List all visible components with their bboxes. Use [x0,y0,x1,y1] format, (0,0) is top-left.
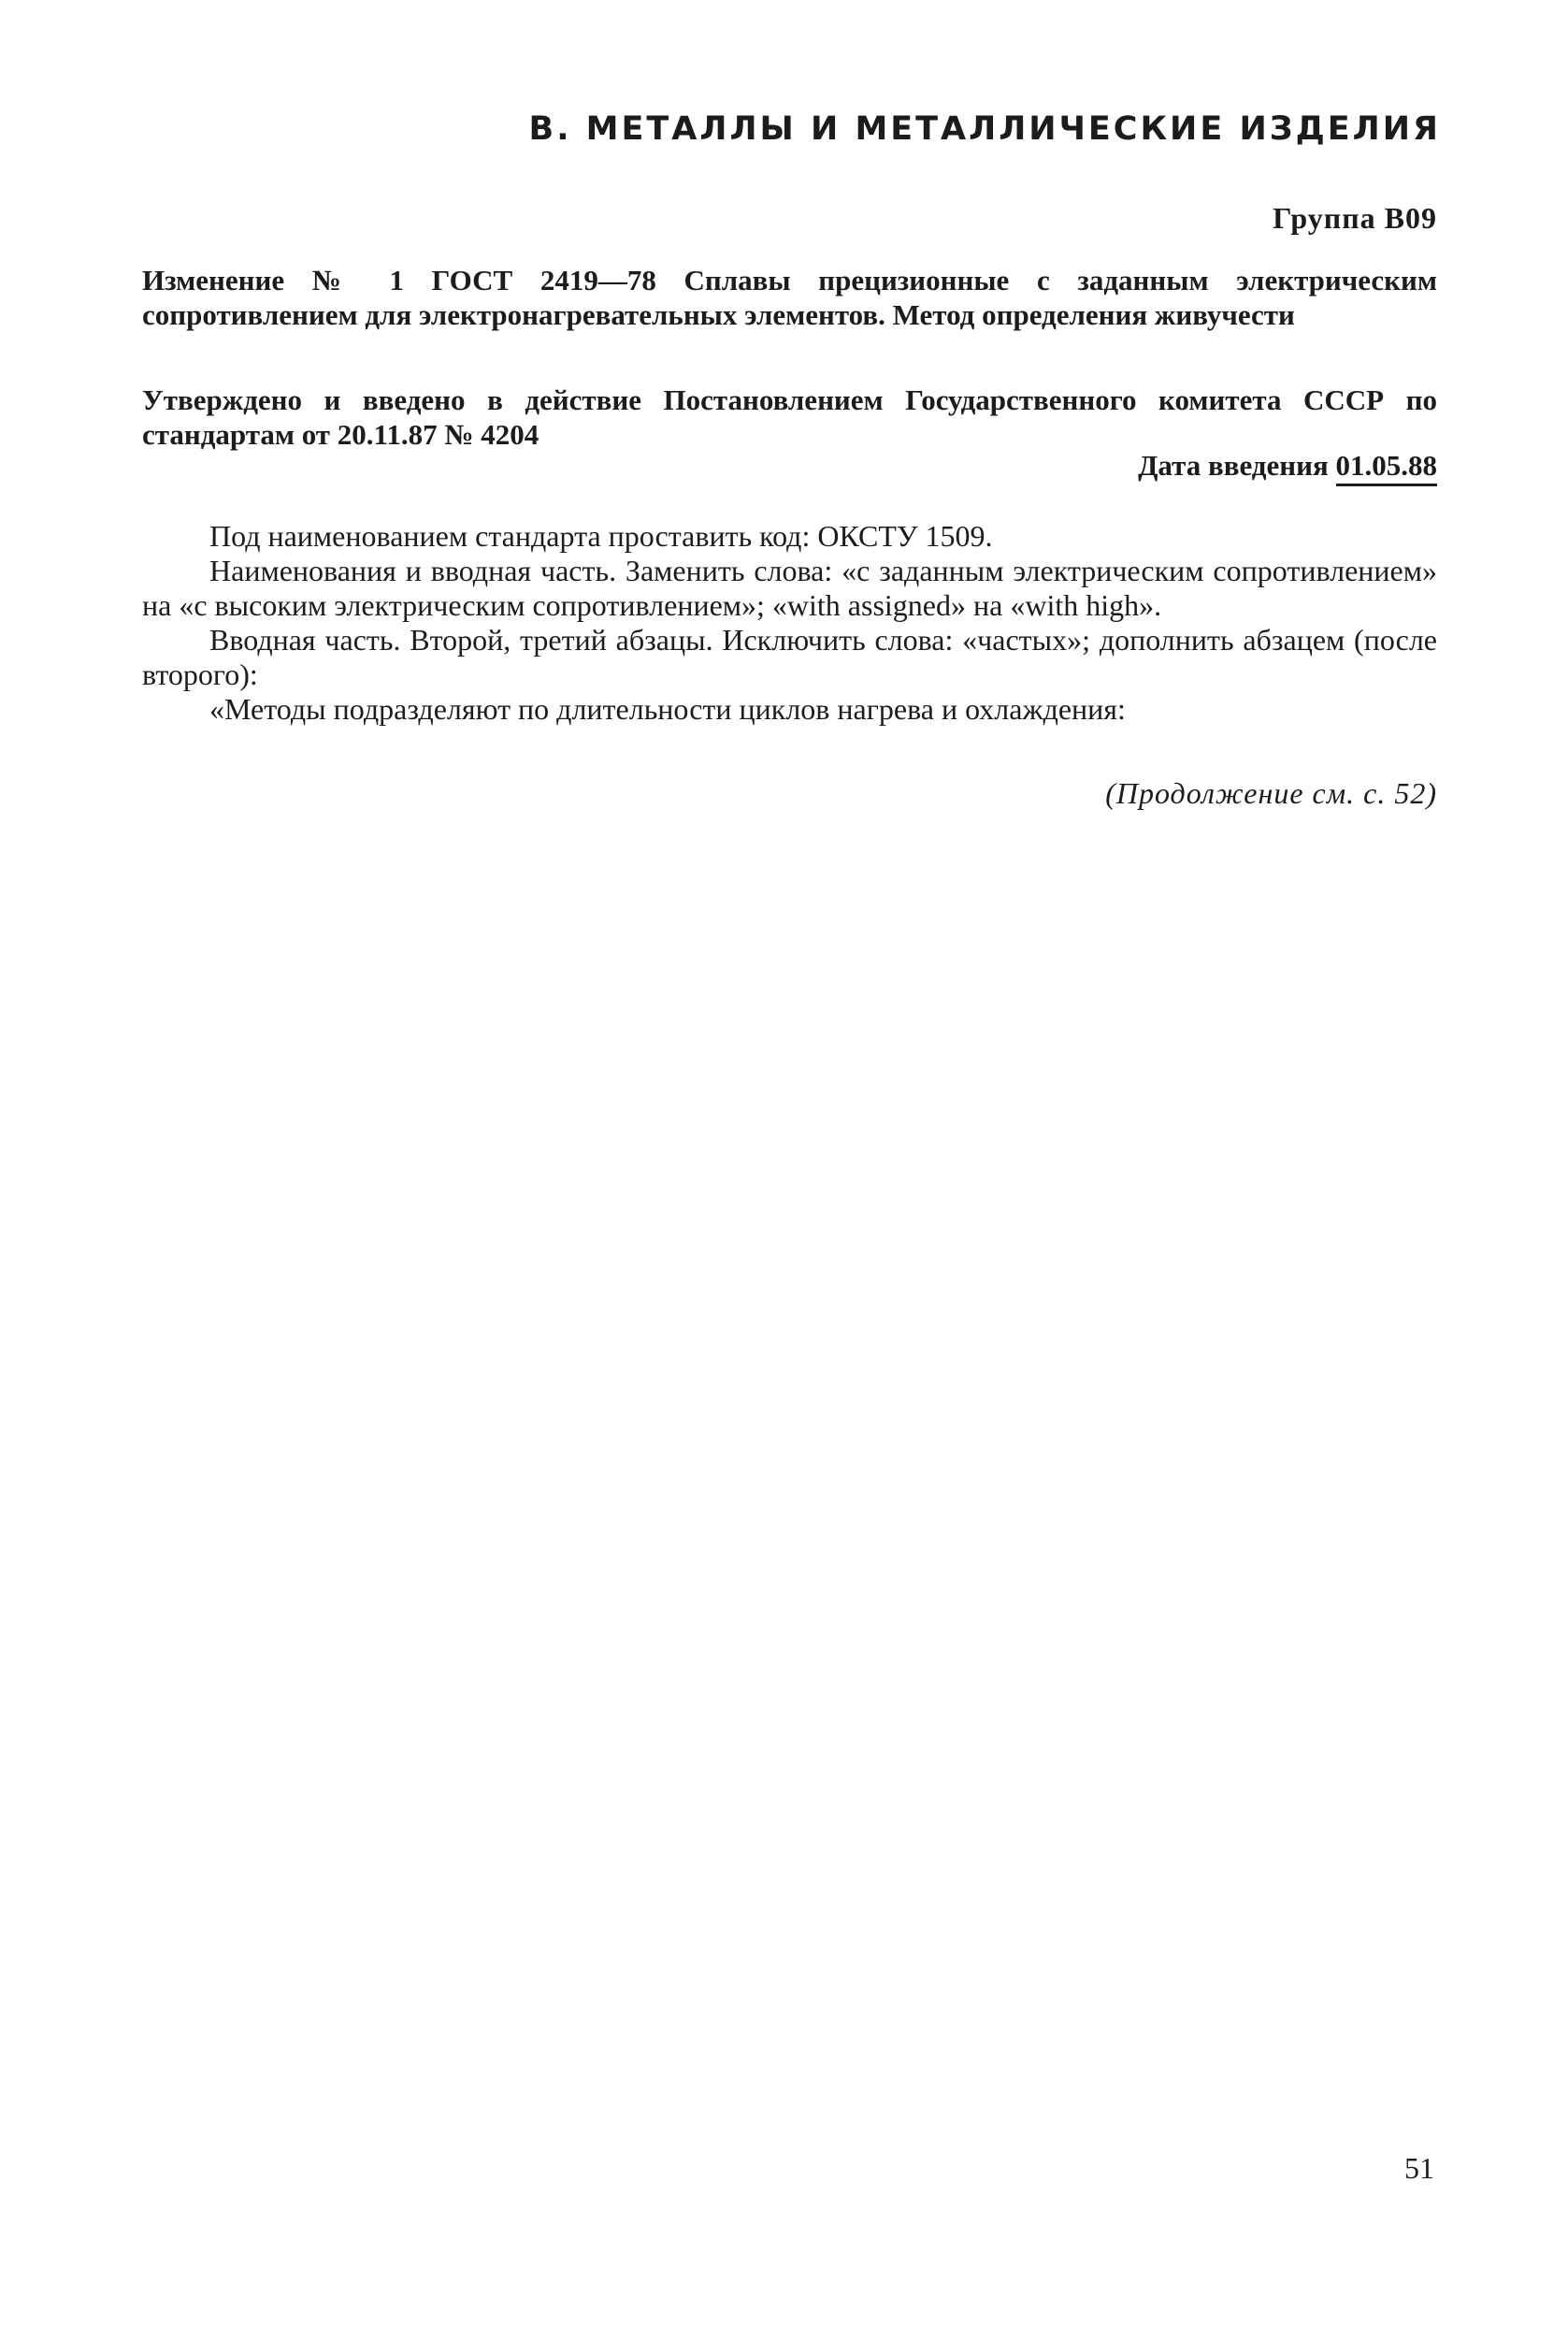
approval-statement: Утверждено и введено в действие Постановлением Государственного комитета СССР по стандартам от 20.11.87 № 4204 [142,383,1437,451]
effective-date [1138,449,1437,483]
effective-date-label: Дата введения [1138,449,1329,482]
paragraph: Наименования и вводная часть. Заменить слова: «с заданным электрическим сопротивлением» на «с высоким электрическим сопротивлением»; «with assigned» на «with high». [142,554,1437,622]
paragraph: «Методы подразделяют по длительности циклов нагрева и охлаждения: [209,692,1126,726]
paragraph: Под наименованием стандарта проставить код: ОКСТУ 1509. [209,519,993,553]
group-code: Группа В09 [1273,201,1437,235]
section-heading: В. МЕТАЛЛЫ И МЕТАЛЛИЧЕСКИЕ ИЗДЕЛИЯ [528,110,1441,148]
continuation-note: (Продолжение см. с. 52) [1105,776,1437,810]
amendment-title: Изменение № 1 ГОСТ 2419—78 Сплавы прецизионные с заданным электрическим сопротивлением для электронагревательных элементов. Метод определения живучести [142,264,1437,331]
effective-date-value: 01.05.88 [1336,449,1438,486]
page-number: 51 [1404,2151,1434,2185]
body-text [142,519,1437,727]
paragraph: Вводная часть. Второй, третий абзацы. Исключить слова: «частых»; дополнить абзацем (после второго): [142,623,1437,691]
